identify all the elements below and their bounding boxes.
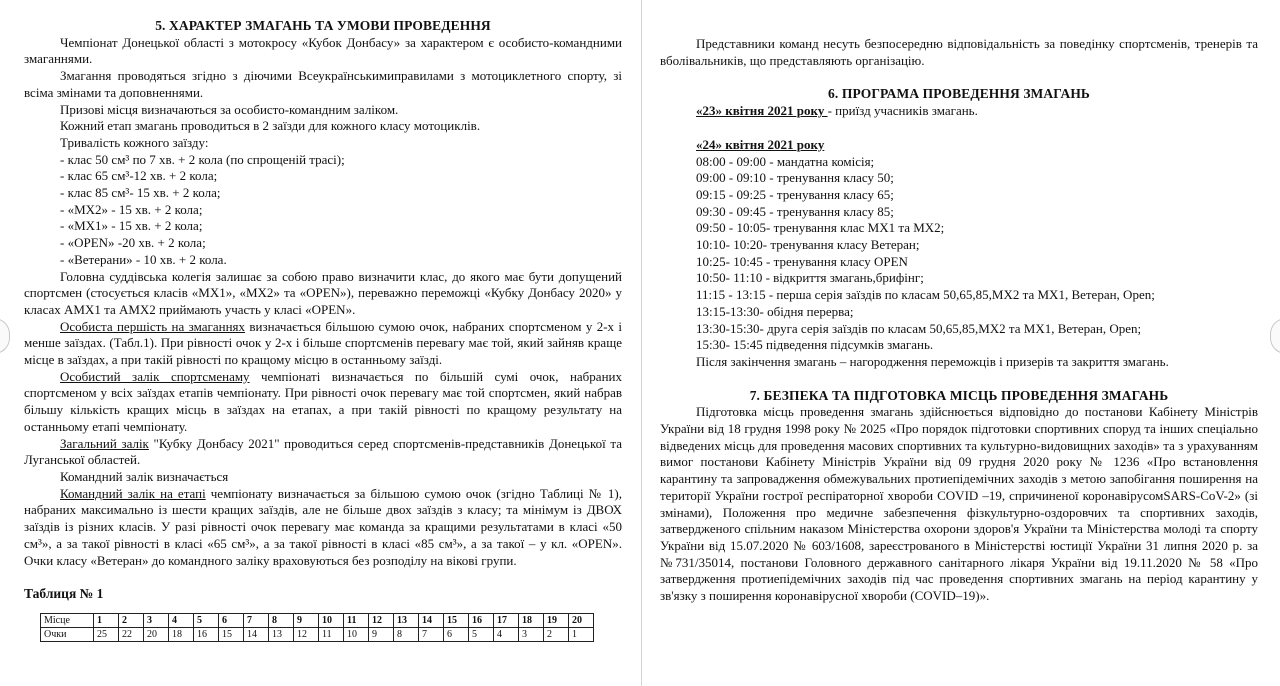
schedule-item: 09:50 - 10:05- тренування клас МХ1 та МХ2; [696,220,945,236]
table-cell: 14 [244,627,269,641]
table-cell-label: Місце [41,613,94,627]
next-page-arrow[interactable] [1270,318,1280,354]
table-cell: 15 [219,627,244,641]
table-cell: 7 [244,613,269,627]
table-cell: 22 [119,627,144,641]
paragraph-representatives: Представники команд несуть безпосередню відповідальність за поведінку спортсменів, тренерів та вболівальників, що представляють організацію. [660,36,1258,68]
table-cell: 19 [544,613,569,627]
table-cell: 5 [469,627,494,641]
schedule-item: 10:50- 11:10 - відкриття змагань,брифінг; [696,270,924,286]
table-cell: 18 [519,613,544,627]
table-title: Таблиця № 1 [24,586,104,602]
paragraph-team-stage-standing: Командний залік на етапі чемпіонату визначається за більшою сумою очок (згідно Таблиці № 1), набраних максимально із шести кращих заїздів, але не більше двох заїздів з класу; та мінімум із ДВОХ заїздів із різних класів. У разі рівності очок перевагу має команда за кращими результатами в класі «50 см³», а за такої рівності в класі «65 см³», а за такої рівності в класі «85 см³», а за такої – у кл. «OPEN». Очки класу «Ветеран» до командного заліку враховуються без розподілу на вікові групи. [24,485,622,568]
table-cell: 16 [194,627,219,641]
schedule-item: 09:30 - 09:45 - тренування класу 85; [696,203,894,219]
section-7-title: 7. БЕЗПЕКА ТА ПІДГОТОВКА МІСЦЬ ПРОВЕДЕННЯ ЗМАГАНЬ [749,387,1169,403]
table-cell: 13 [394,613,419,627]
points-table [40,613,594,642]
table-cell: 15 [444,613,469,627]
table-cell: 11 [344,613,369,627]
table-cell: 13 [269,627,294,641]
schedule-item: 15:30- 15:45 підведення підсумків змагань. [696,337,934,353]
section-6-title: 6. ПРОГРАМА ПРОВЕДЕННЯ ЗМАГАНЬ [828,86,1090,102]
arrival-line: «23» квітня 2021 року - приїзд учасників змагань. [696,103,978,119]
schedule-item: 13:15-13:30- обідня перерва; [696,303,854,319]
table-cell: 16 [469,613,494,627]
duration-item: - клас 50 см³ по 7 хв. + 2 кола (по спрощеній трасі); [60,151,345,167]
overall-standing-term: Загальний залік [60,435,149,451]
table-cell: 4 [169,613,194,627]
schedule-list [660,154,1258,371]
schedule-item: 09:15 - 09:25 - тренування класу 65; [696,186,894,202]
page-divider [641,0,642,686]
table-cell: 2 [544,627,569,641]
table-cell: 9 [369,627,394,641]
paragraph-overall-standing: Загальний залік "Кубку Донбасу 2021" проводиться серед спортсменів-представників Донецької та Луганської областей. [24,435,622,468]
schedule-item: 09:00 - 09:10 - тренування класу 50; [696,170,894,186]
table-cell: 8 [269,613,294,627]
duration-list [24,152,622,269]
table-cell: 5 [194,613,219,627]
schedule-item: Після закінчення змагань – нагородження переможців і призерів та закриття змагань. [696,353,1169,369]
previous-page-arrow[interactable] [0,318,10,354]
table-cell: 25 [94,627,119,641]
schedule-item: 10:10- 10:20- тренування класу Ветеран; [696,237,920,253]
paragraph-rules: Змагання проводяться згідно з діючими Всеукраїнськимиправилами з мотоциклетного спорту, зі всіма змінами та доповненнями. [24,68,622,100]
paragraph-personal-championship: Особиста першість на змаганнях визначається більшою сумою очок, набраних спортсменом у 2-х і менше заїздах. (Табл.1). При рівності очок у 2-х і більше спортсменів перевагу має той, який зайняв краще місце в заїздах, а при такій рівності по кращому місцю в останньому заїзді. [24,318,622,368]
table-cell: 6 [444,627,469,641]
duration-item: - «OPEN» -20 хв. + 2 кола; [60,235,206,251]
competition-day-date: «24» квітня 2021 року [696,136,825,152]
table-cell: 10 [344,627,369,641]
section-5-title: 5. ХАРАКТЕР ЗМАГАНЬ ТА УМОВИ ПРОВЕДЕННЯ [155,18,491,33]
table-cell: 2 [119,613,144,627]
table-cell: 3 [144,613,169,627]
paragraph-team-standing: Командний залік визначається [60,468,229,484]
table-cell: 20 [569,613,594,627]
paragraph-personal-standing: Особистий залік спортсменаму чемпіонаті визначається по більшій сумі очок, набраних спортсменом у всіх заїздах етапів чемпіонату. При рівності очок перевагу має той спортсмен, який набрав більшу кількість кращих місць в заїздах на етапах, а при такій рівності по кращому результату на останньому етапі чемпіонату. [24,368,622,434]
paragraph-safety: Підготовка місць проведення змагань здійснюється відповідно до постанови Кабінету Міністрів України від 18 грудня 1998 року № 2025 «Про порядок підготовки спортивних споруд та інших спеціально відведених місць для проведення масових спортивних та культурно-видовищних заходів» та з урахуванням вимог постанови Кабінету Міністрів України від 09 грудня 2020 року № 1236 «Про встановлення карантину та запровадження обмежувальних протиепідемічних заходів з метою запобігання поширення на території України гострої респіраторної хвороби COVID –19, спричиненої коронавірусомSARS-CoV-2» (зі змінами), Положення про медичне забезпечення фізкультурно-оздоровчих та спортивних заходів, затвердженого спільним наказом Міністерства охорони здоров'я України та Міністерства молоді та спорту України від 15.07.2020 № 603/1608, зареєстрованого в Міністерстві юстиції України 31 липня 2020 р. за №731/35014, постанови Головного державного санітарного лікаря України від 19.11.2020 № 58 «Про затвердження протиепідемічних заходів під час проведення спортивних змагань на період карантину у зв'язку з поширення коронавірусної хвороби (COVID–19)». [660,404,1258,604]
right-page [660,0,1258,686]
table-cell: 4 [494,627,519,641]
table-cell: 12 [294,627,319,641]
duration-item: - клас 85 см³- 15 хв. + 2 кола; [60,185,221,201]
schedule-item: 13:30-15:30- друга серія заїздів по класам 50,65,85,МХ2 та МХ1, Ветеран, Open; [696,320,1142,336]
table-cell: 3 [519,627,544,641]
schedule-item: 08:00 - 09:00 - мандатна комісія; [696,153,875,169]
table-cell: 6 [219,613,244,627]
table-cell: 10 [319,613,344,627]
duration-item: - клас 65 см³-12 хв. + 2 кола; [60,168,218,184]
table-cell: 17 [494,613,519,627]
table-cell: 11 [319,627,344,641]
personal-standing-term: Особистий залік спортсменаму [60,368,250,384]
table-cell: 14 [419,613,444,627]
paragraph-prizes: Призові місця визначаються за особисто-командним заліком. [60,101,399,117]
table-row-places [41,613,594,627]
duration-title: Тривалість кожного заїзду: [60,134,209,150]
duration-item: - «МХ2» - 15 хв. + 2 кола; [60,201,203,217]
table-cell: 7 [419,627,444,641]
table-cell-label: Очки [41,627,94,641]
table-cell: 1 [569,627,594,641]
duration-item: - «Ветерани» - 10 хв. + 2 кола. [60,251,227,267]
table-cell: 12 [369,613,394,627]
table-cell: 8 [394,627,419,641]
paragraph-stages: Кожний етап змагань проводиться в 2 заїзди для кожного класу мотоциклів. [60,118,481,134]
table-cell: 9 [294,613,319,627]
table-cell: 20 [144,627,169,641]
duration-item: - «МХ1» - 15 хв. + 2 кола; [60,218,203,234]
schedule-item: 11:15 - 13:15 - перша серія заїздів по класам 50,65,85,МХ2 та МХ1, Ветеран, Open; [696,287,1155,303]
left-page [24,0,622,686]
paragraph-championship: Чемпіонат Донецької області з мотокросу «Кубок Донбасу» за характером є особисто-командними змаганнями. [24,34,622,67]
table-cell: 18 [169,627,194,641]
schedule-item: 10:25- 10:45 - тренування класу OPEN [696,253,908,269]
arrival-date: «23» квітня 2021 року [696,103,828,119]
table-row-points [41,627,594,641]
team-stage-standing-term: Командний залік на етапі [60,485,206,501]
table-cell: 1 [94,613,119,627]
paragraph-class-admission: Головна суддівська колегія залишає за собою право визначити клас, до якого має бути допущений спортсмен (стосується класів «МХ1», «МХ2» та «OPEN»), переважно переможці «Кубку Донбасу 2020» у класах АМХ1 та АМХ2 приймають участь у класі «OPEN». [24,268,622,317]
personal-championship-term: Особиста першість на змаганнях [60,318,246,334]
